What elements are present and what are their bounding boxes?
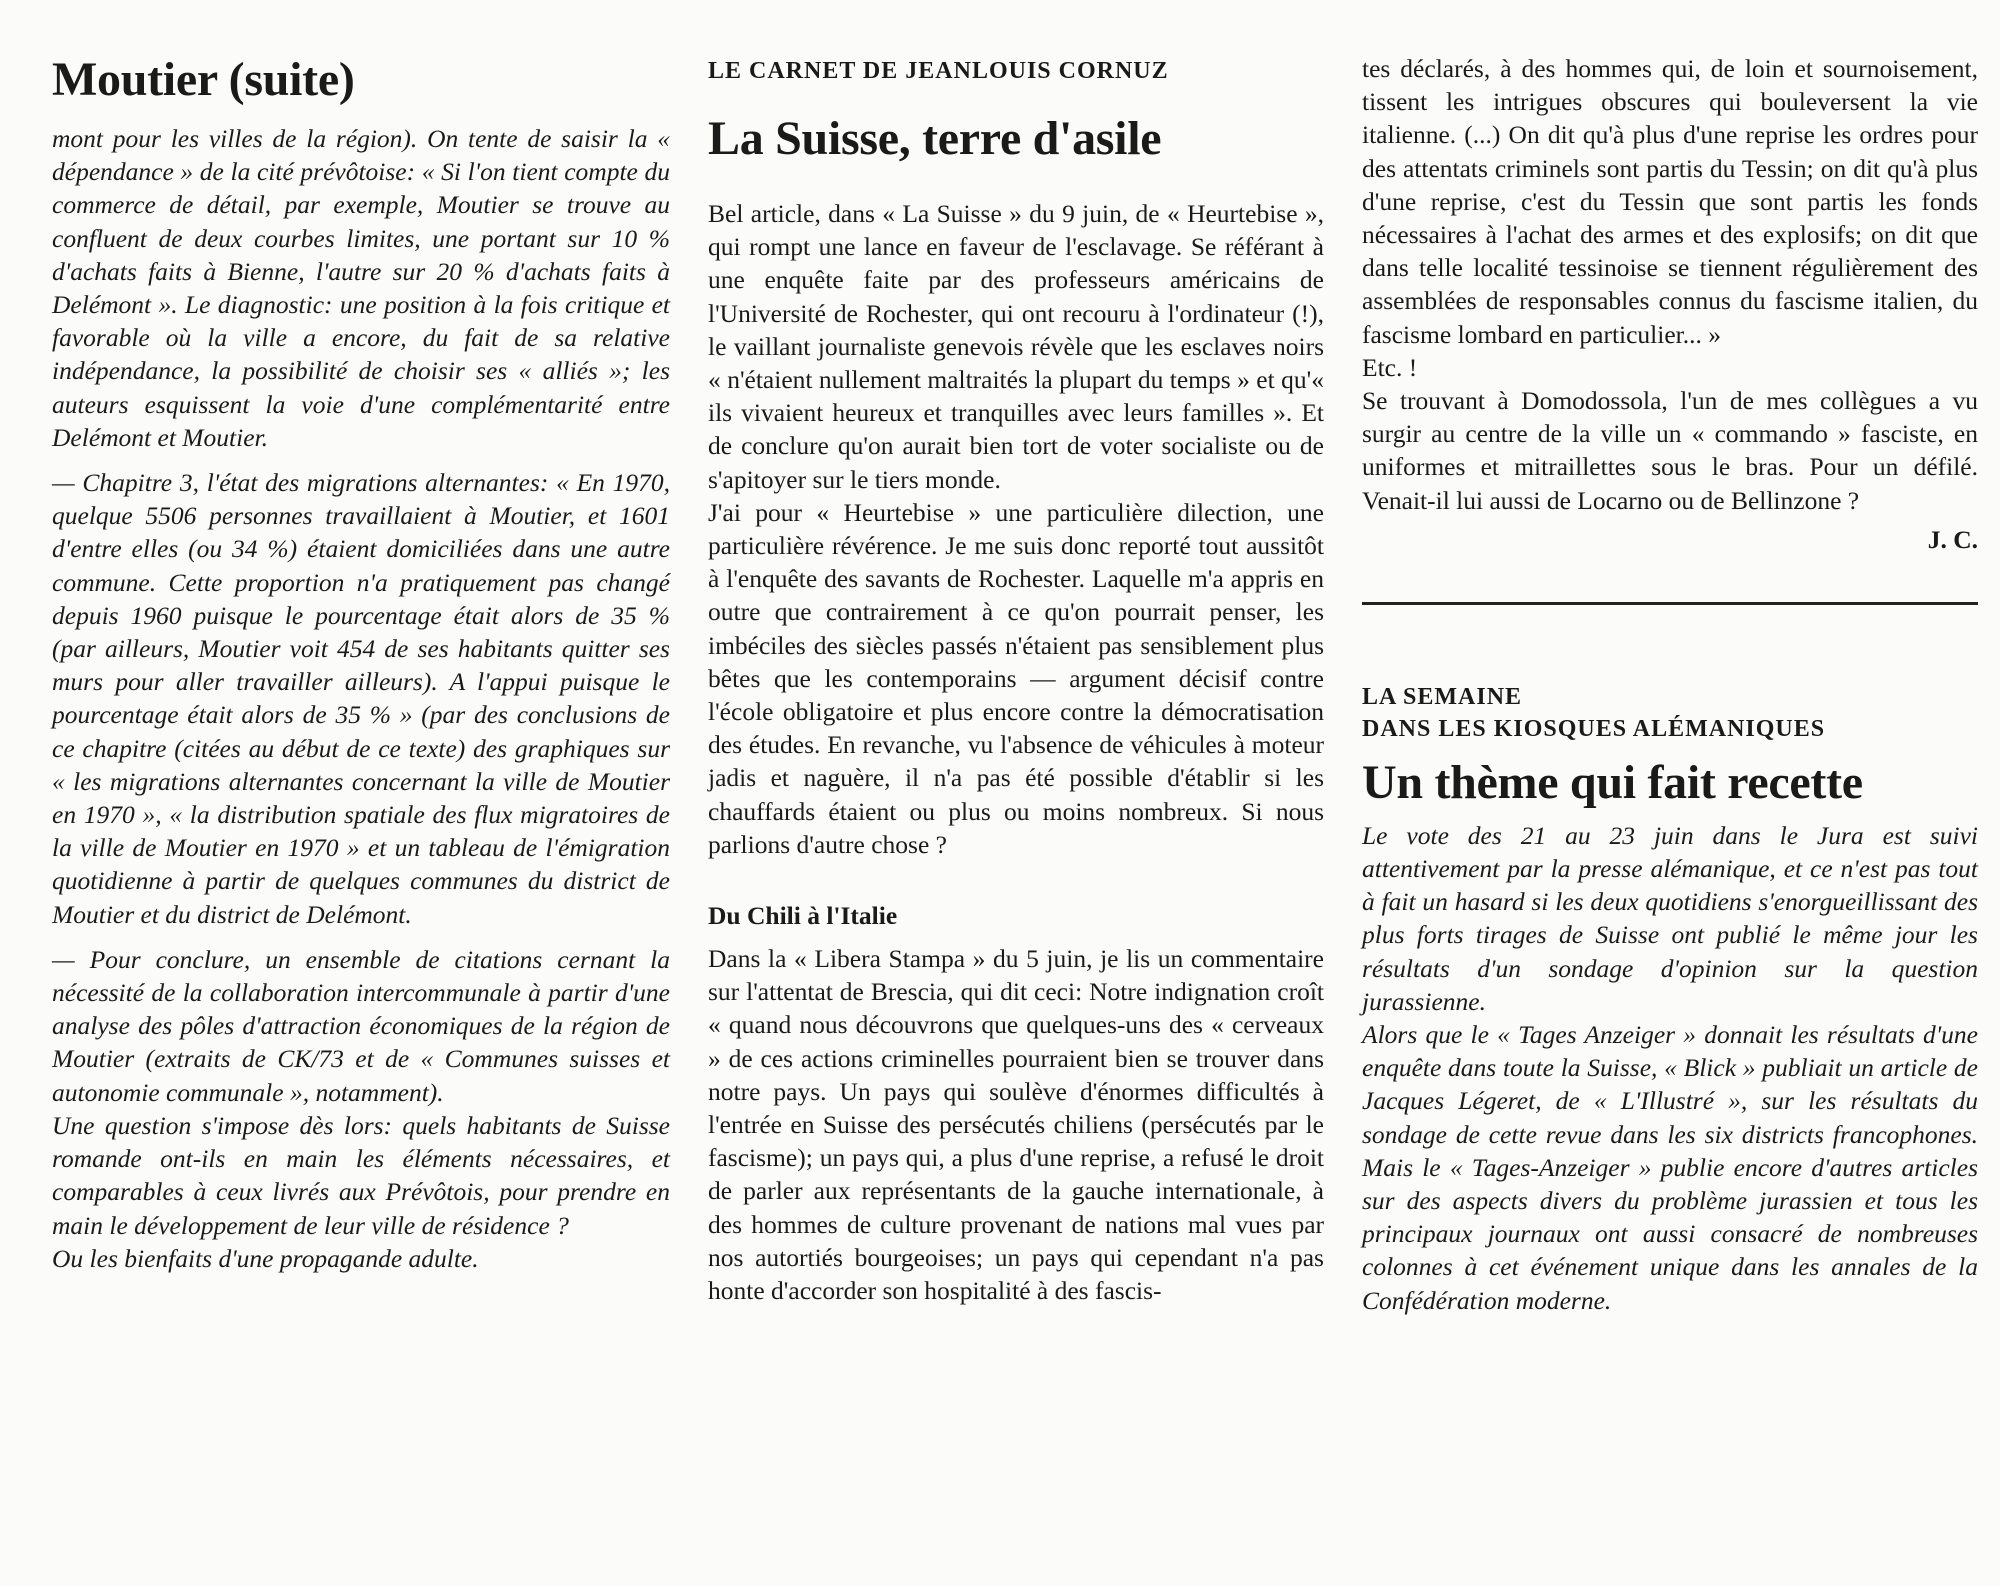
carnet-paragraph-1: Bel article, dans « La Suisse » du 9 juin, de « Heurtebise », qui rompt une lance en faveur de l'esclavage. Se référant à une enquête faite par des professeurs américains de l'Université de Rochester, qui ont recouru à l'ordinateur (!), le vaillant journaliste genevois révèle que les esclaves noirs « n'étaient nullement maltraités la plupart du temps » et qu'« ils vivaient heureux et tranquilles avec leurs familles ». Et de conclure qu'on aurait bien tort de voter socialiste ou de s'apitoyer sur le tiers monde.	[708, 199, 1324, 494]
carnet-kicker: LE CARNET DE JEANLOUIS CORNUZ	[708, 58, 1169, 84]
column-carnet	[708, 0, 1324, 1307]
moutier-paragraph-2: — Chapitre 3, l'état des migrations alternantes: « En 1970, quelque 5506 personnes travaillaient à Moutier, et 1601 d'entre elles (ou 34 %) étaient domiciliées dans une autre commune. Cette proportion n'a pratiquement pas changé depuis 1960 puisque le pourcentage était alors de 35 % (par ailleurs, Moutier voit 454 de ses habitants quitter ses murs pour aller travailler ailleurs). A l'appui puisque le pourcentage était alors de 35 % » (par des conclusions de ce chapitre (citées au début de ce texte) des graphiques sur « les migrations alternantes concernant la ville de Moutier en 1970 », « la distribution spatiale des flux migratoires de la ville de Moutier en 1970 » et un tableau de l'émigration quotidienne à partir de quelques communes du district de Moutier et du district de Delémont.	[52, 468, 670, 929]
moutier-paragraph-3: — Pour conclure, un ensemble de citations cernant la nécessité de la collaboration intercommunale à partir d'une analyse des pôles d'attraction économiques de la région de Moutier (extraits de CK/73 et de « Communes suisses et autonomie communale », notamment).	[52, 944, 670, 1107]
carnet-subheading: Du Chili à l'Italie	[708, 901, 898, 931]
semaine-paragraph-1: Le vote des 21 au 23 juin dans le Jura est suivi attentivement par la presse alémanique, et ce n'est pas tout à fait un hasard si les deux quotidiens s'enorgueillissant des plus forts tirages de Suisse ont publié le même jour les résultats d'un sondage d'opinion sur la question jurassienne.	[1362, 820, 1978, 1016]
carnet-continued-1: tes déclarés, à des hommes qui, de loin et sournoisement, tissent les intrigues obscures qui bouleversent la vie italienne. (...) On dit qu'à plus d'une reprise les ordres pour des attentats criminels sont partis du Tessin; on dit qu'à plus d'une reprise, c'est du Tessin que sont partis les fonds nécessaires à l'achat des armes et des explosifs; on dit que dans telle localité tessinoise se tiennent régulièrement des assemblées de responsables connus du fascisme italien, du fascisme lombard en particulier... »	[1362, 54, 1978, 349]
column-moutier	[52, 0, 670, 1275]
carnet-paragraph-3: Dans la « Libera Stampa » du 5 juin, je lis un commentaire sur l'attentat de Brescia, qui dit ceci: Notre indignation croît « quand nous découvrons que quelques-uns des « cerveaux » de ces actions criminelles pourraient bien se trouver dans notre pays. Un pays qui soulève d'énormes difficultés à l'entrée en Suisse des persécutés chiliens (persécutés par le fascisme); un pays qui, a plus d'une reprise, a refusé le droit de parler aux représentants de la gauche internationale, à des hommes de culture provenant de nations mal vues par nos autortiés bourgeoises; un pays qui cependant n'a pas honte d'accorder son hospitalité à des fascis-	[708, 944, 1324, 1306]
carnet-title: La Suisse, terre d'asile	[708, 112, 1162, 165]
moutier-paragraph-5: Ou les bienfaits d'une propagande adulte.	[52, 1243, 479, 1273]
moutier-paragraph-1: mont pour les villes de la région). On tente de saisir la « dépendance » de la cité prévôtoise: « Si l'on tient compte du commerce de détail, par exemple, Moutier se trouve au confluent de deux courbes limites, une portant sur 10 % d'achats faits à Bienne, l'autre sur 20 % d'achats faits à Delémont ». Le diagnostic: une position à la fois critique et favorable où la ville a encore, du fait de sa relative indépendance, la possibilité de choisir ses « alliés »; les auteurs esquissent la voie d'une complémentarité entre Delémont et Moutier.	[52, 124, 670, 452]
carnet-signature: J. C.	[1927, 524, 1978, 554]
semaine-paragraph-2: Alors que le « Tages Anzeiger » donnait les résultats d'une enquête dans toute la Suisse, « Blick » publiait un article de Jacques Légeret, de « L'Illustré », sur les résultats du sondage de cette revue dans les six districts francophones. Mais le « Tages-Anzeiger » publie encore d'autres articles sur des aspects divers du problème jurassien et tous les principaux journaux ont aussi consacré de nombreuses colonnes à cet événement unique dans les annales de la Confédération moderne.	[1362, 1020, 1978, 1315]
carnet-continued-3: Se trouvant à Domodossola, l'un de mes collègues a vu surgir au centre de la ville un « commando » fasciste, en uniformes et mitraillettes sous le bras. Pour un défilé. Venait-il lui aussi de Locarno ou de Bellinzone ?	[1362, 386, 1978, 515]
moutier-title: Moutier (suite)	[52, 53, 355, 106]
moutier-paragraph-4: Une question s'impose dès lors: quels habitants de Suisse romande ont-ils en main les éléments nécessaires, et comparables à ceux livrés aux Prévôtois, pour prendre en main le développement de leur ville de résidence ?	[52, 1110, 670, 1240]
semaine-kicker-line-2: DANS LES KIOSQUES ALÉMANIQUES	[1362, 715, 1826, 742]
carnet-continued-2: Etc. !	[1362, 352, 1418, 382]
section-divider	[1362, 602, 1978, 605]
column-continued	[1362, 0, 1978, 1317]
semaine-title: Un thème qui fait recette	[1362, 755, 1863, 809]
carnet-paragraph-2: J'ai pour « Heurtebise » une particulière dilection, une particulière révérence. Je me suis donc reporté tout aussitôt à l'enquête des savants de Rochester. Laquelle m'a appris en outre que contrairement à ce qu'on pourrait penser, les imbéciles des siècles passés n'étaient pas sensiblement plus bêtes que les contemporains — argument décisif contre l'école obligatoire et plus encore contre la démocratisation des études. En revanche, vu l'absence de véhicules à moteur jadis et naguère, il n'a pas été possible d'établir si les chauffards étaient ou plus ou moins nombreux. Si nous parlions d'autre chose ?	[708, 497, 1324, 859]
semaine-kicker-line-1: LA SEMAINE	[1362, 683, 1523, 710]
